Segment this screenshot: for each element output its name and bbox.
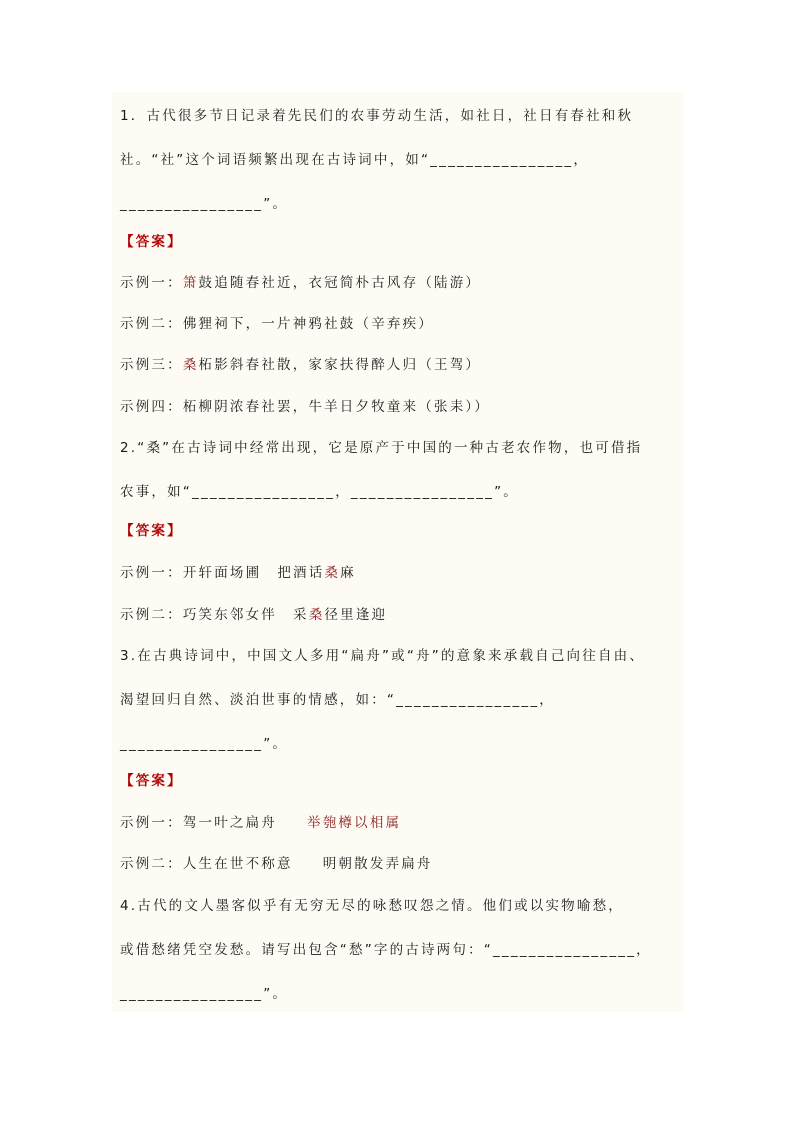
q1-example-1 [120, 273, 676, 293]
q4-line-2: 或借愁绪凭空发愁。请写出包含“愁”字的古诗两句：“________________， [120, 942, 652, 958]
example-part-a: 驾一叶之扁舟 [182, 815, 278, 831]
q1-example-4 [120, 397, 676, 417]
q3-line-1: 3.在古典诗词中，中国文人多用“扁舟”或“舟”的意象来承载自己向往自由、 [120, 648, 646, 664]
q3-example-1 [120, 813, 676, 833]
q1-example-2 [120, 314, 676, 334]
q1-answer-label: 【答案】 [120, 234, 183, 250]
q2-line-2: 农事，如“________________，________________”。 [120, 484, 519, 500]
example-text: 柘柳阴浓春社罢，牛羊日夕牧童来（张耒）） [182, 399, 491, 415]
q2-answer-label: 【答案】 [120, 523, 183, 539]
example-prefix: 示例二： [120, 607, 183, 623]
example-prefix: 示例一： [120, 565, 183, 581]
example-prefix: 示例一： [120, 275, 183, 291]
example-part-b: 采 [293, 607, 309, 623]
example-text: 佛狸祠下，一片神鸦社鼓（辛弃疾） [182, 316, 435, 332]
q1-line-1: 1．古代很多节日记录着先民们的农事劳动生活，如社日，社日有春社和秋 [120, 108, 634, 124]
q2-example-1 [120, 563, 676, 583]
q2-line-1: 2.“桑”在古诗词中经常出现，它是原产于中国的一种古老农作物，也可借指 [120, 440, 643, 456]
example-part-b: 举匏樽以相属 [307, 815, 402, 831]
example-part-a: 开轩面场圃 [182, 565, 262, 581]
example-part-a: 人生在世不称意 [182, 856, 293, 872]
example-part-b: 明朝散发弄扁舟 [322, 856, 433, 872]
example-text: 鼓追随春社近，衣冠简朴古风存（陆游） [198, 275, 482, 291]
q3-example-2 [120, 854, 676, 874]
example-part-b-end: 径里逢迎 [324, 607, 388, 623]
q3-answer-label: 【答案】 [120, 773, 183, 789]
q4-line-3: ________________”。 [120, 986, 289, 1002]
example-part-b: 把酒话 [277, 565, 325, 581]
q1-line-2: 社。“社”这个词语频繁出现在古诗词中，如“________________， [120, 152, 590, 168]
highlight-char: 桑 [308, 607, 325, 623]
q1-line-3: ________________”。 [120, 196, 289, 212]
document-content [112, 92, 684, 1012]
example-part-a: 巧笑东邻女伴 [182, 607, 278, 623]
example-text: 柘影斜春社散，家家扶得醉人归（王驾） [198, 357, 482, 373]
example-prefix: 示例四： [120, 399, 183, 415]
q1-example-3 [120, 355, 676, 375]
q4-line-1: 4.古代的文人墨客似乎有无穷无尽的咏愁叹怨之情。他们或以实物喻愁， [120, 898, 624, 914]
q2-example-2 [120, 605, 676, 625]
q3-line-2: 渴望回归自然、淡泊世事的情感，如：“________________， [120, 692, 555, 708]
example-prefix: 示例三： [120, 357, 183, 373]
example-prefix: 示例二： [120, 316, 183, 332]
example-prefix: 示例二： [120, 856, 183, 872]
q3-line-3: ________________”。 [120, 736, 289, 752]
example-part-b-end: 麻 [340, 565, 356, 581]
highlight-char: 桑 [182, 357, 199, 373]
highlight-char: 箫 [182, 275, 199, 291]
example-prefix: 示例一： [120, 815, 183, 831]
highlight-char: 桑 [324, 565, 341, 581]
